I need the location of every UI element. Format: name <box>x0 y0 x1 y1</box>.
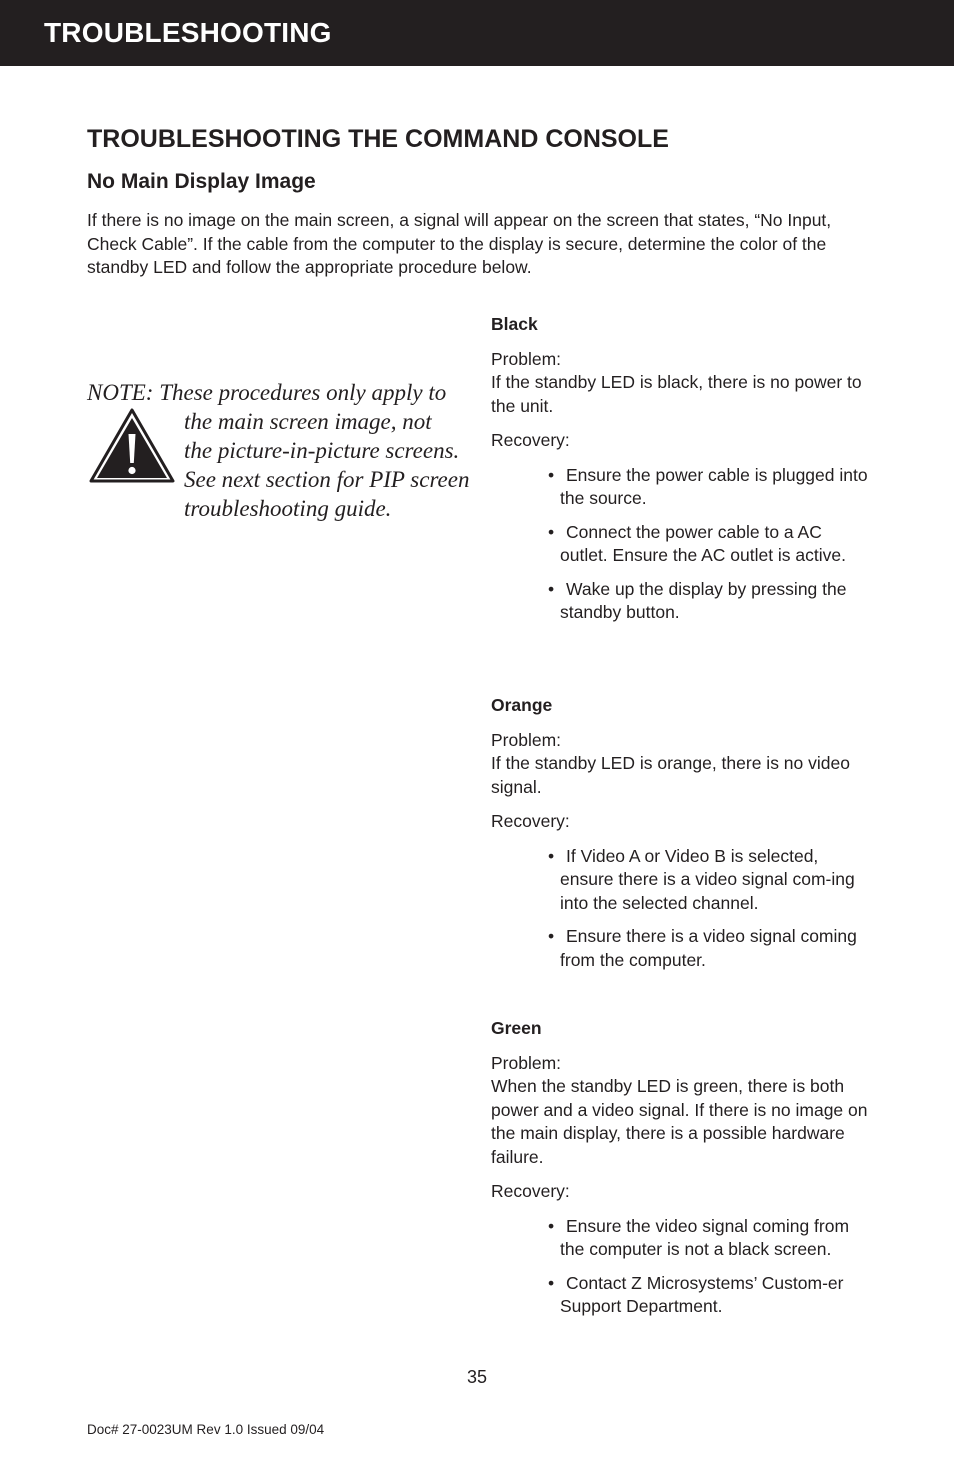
list-item <box>548 1215 871 1262</box>
problem-block <box>491 1052 871 1170</box>
led-section-orange <box>491 694 871 982</box>
bullet-glyph: • <box>548 464 555 485</box>
problem-label: Problem: <box>491 1052 562 1073</box>
led-heading: Orange <box>491 695 553 715</box>
note-line: See next section for PIP screen <box>184 467 470 492</box>
bullet-glyph: • <box>548 578 555 599</box>
header-bar <box>0 0 954 66</box>
list-item <box>548 925 871 972</box>
list-item-text: Ensure the video signal coming from the computer is not a black screen. <box>560 1215 850 1259</box>
header-title: TROUBLESHOOTING <box>44 17 332 48</box>
bullet-glyph: • <box>548 1272 555 1293</box>
list-item-text: Contact Z Microsystems’ Custom-er Support Department. <box>560 1272 844 1316</box>
recovery-label: Recovery: <box>491 430 570 450</box>
recovery-list <box>491 1215 871 1319</box>
note-line: NOTE: These procedures only apply to <box>87 380 447 405</box>
warning-triangle-icon <box>89 408 175 484</box>
list-item <box>548 464 871 511</box>
note-line: troubleshooting guide. <box>184 496 392 521</box>
page-number: 35 <box>466 1367 488 1387</box>
list-item-text: Ensure there is a video signal coming from the computer. <box>560 926 857 970</box>
problem-block <box>491 729 871 800</box>
list-item <box>548 521 871 568</box>
recovery-list <box>491 464 871 625</box>
list-item-text: If Video A or Video B is selected, ensure there is a video signal com-ing into the selected channel. <box>560 845 855 913</box>
bullet-glyph: • <box>548 1215 555 1236</box>
problem-text: If the standby LED is orange, there is no video signal. <box>491 753 850 797</box>
list-item-text: Ensure the power cable is plugged into the source. <box>560 464 868 508</box>
list-item-text: Wake up the display by pressing the standby button. <box>560 578 847 622</box>
doc-footer: Doc# 27-0023UM Rev 1.0 Issued 09/04 <box>87 1422 325 1437</box>
bullet-glyph: • <box>548 845 555 866</box>
note-line: the picture-in-picture screens. <box>184 438 460 463</box>
bullet-glyph: • <box>548 926 555 946</box>
subsection-title: No Main Display Image <box>87 170 316 193</box>
problem-text: When the standby LED is green, there is both power and a video signal. If there is no image on the main display, there is a possible hardware failure. <box>491 1076 868 1167</box>
section-title: TROUBLESHOOTING THE COMMAND CONSOLE <box>87 125 669 153</box>
problem-block <box>491 348 871 419</box>
led-heading: Green <box>491 1018 542 1038</box>
recovery-label: Recovery: <box>491 1181 570 1201</box>
recovery-list <box>491 845 871 973</box>
list-item <box>548 845 871 916</box>
recovery-label: Recovery: <box>491 811 570 831</box>
problem-label: Problem: <box>491 729 562 750</box>
list-item-text: Connect the power cable to a AC outlet. Ensure the AC outlet is active. <box>560 521 846 565</box>
bullet-glyph: • <box>548 521 555 542</box>
note-line: the main screen image, not <box>184 409 432 434</box>
led-heading: Black <box>491 314 538 334</box>
problem-label: Problem: <box>491 348 562 369</box>
led-section-green <box>491 1017 871 1329</box>
problem-text: If the standby LED is black, there is no power to the unit. <box>491 372 862 416</box>
intro-paragraph: If there is no image on the main screen, a signal will appear on the screen that states, “No Input, Check Cable”. If the cable from the computer to the display is secure, determine the color of the standby LED and follow the appropriate procedure below. <box>87 210 832 277</box>
list-item <box>548 1272 871 1319</box>
list-item <box>548 578 871 625</box>
led-section-black <box>491 313 871 635</box>
